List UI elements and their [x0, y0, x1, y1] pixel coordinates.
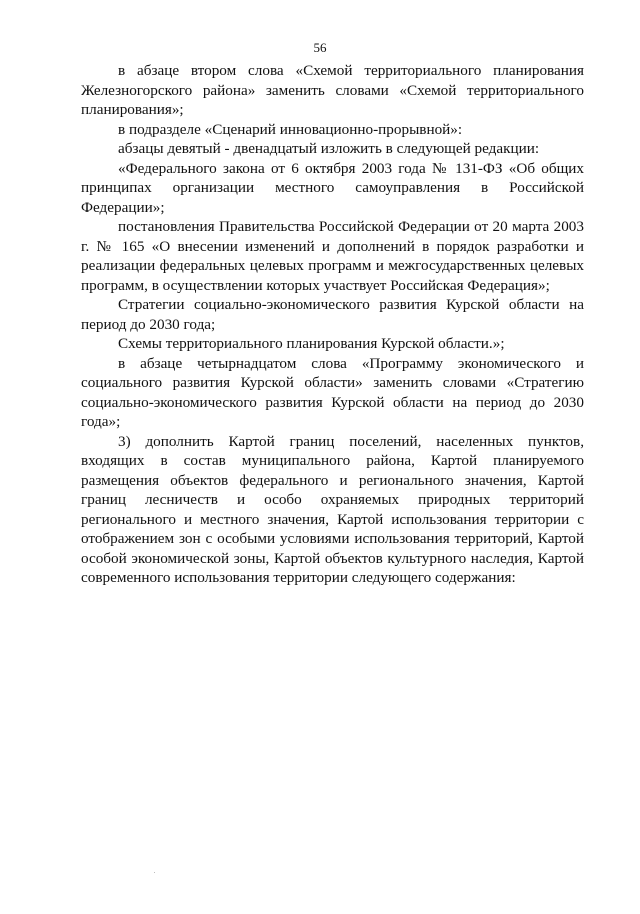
- paragraph-2: в подразделе «Сценарий инновационно-прорывной»:: [118, 120, 463, 138]
- paragraph-8: в абзаце четырнадцатом слова «Программу экономического и социального развития Курской области» заменить словами «Стратегию социально-экономического развития Курской области на период до 2030 года»;: [81, 354, 584, 430]
- page-number: 56: [313, 40, 327, 55]
- paragraph-4: «Федерального закона от 6 октября 2003 года № 131-ФЗ «Об общих принципах организации местного самоуправления в Российской Федерации»;: [81, 159, 584, 216]
- scan-speck: [154, 872, 155, 873]
- paragraph-3: абзацы девятый - двенадцатый изложить в следующей редакции:: [118, 140, 540, 157]
- paragraph-1: в абзаце втором слова «Схемой территориального планирования Железногорского района» заменить словами «Схемой территориального планирования»;: [81, 62, 584, 118]
- paragraph-7: Схемы территориального планирования Курской области.»;: [118, 335, 505, 352]
- paragraph-5: постановления Правительства Российской Федерации от 20 марта 2003 г. № 165 «О внесении изменений и дополнений в порядок разработки и реализации федеральных целевых программ и межгосударственных целевых программ, в осуществлении которых участвует Российская Федерация»;: [81, 218, 584, 294]
- document-body: [81, 61, 584, 588]
- paragraph-6: Стратегии социально-экономического развития Курской области на период до 2030 года;: [81, 296, 584, 333]
- paragraph-9: 3) дополнить Картой границ поселений, населенных пунктов, входящих в состав муниципального района, Картой планируемого размещения объектов федерального и регионального значения, Картой границ лесничеств и особо охраняемых природных территорий регионального и местного значения, Картой использования территории с отображением зон с особыми условиями использования территорий, Картой особой экономической зоны, Картой объектов культурного наследия, Картой современного использования территории следующего содержания:: [81, 432, 584, 586]
